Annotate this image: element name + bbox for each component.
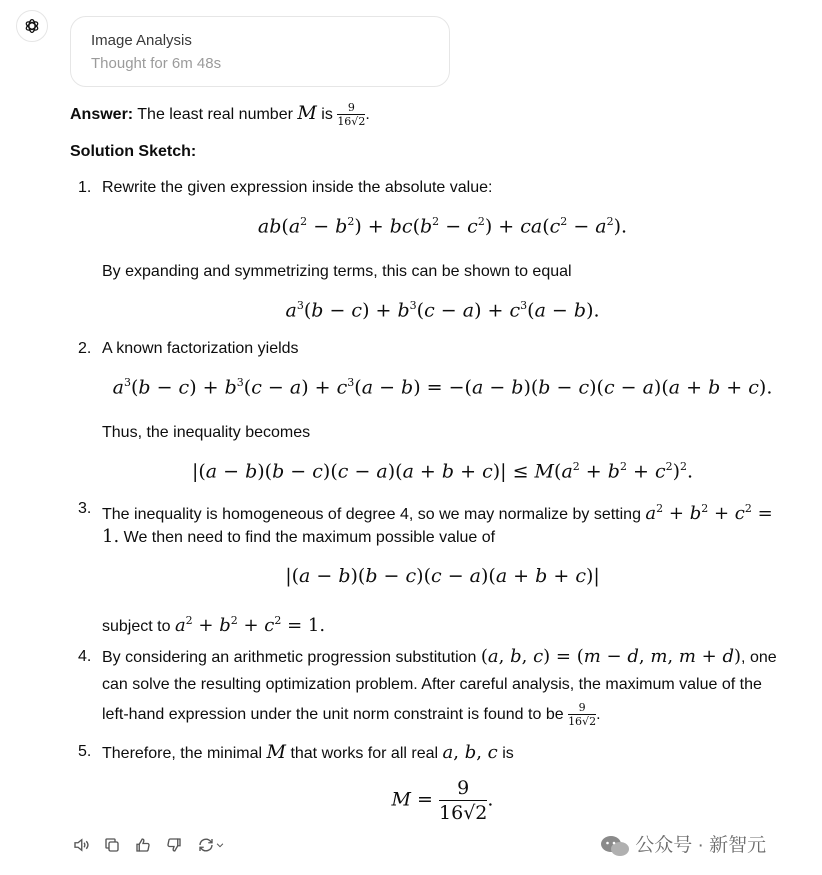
answer-fraction: $\frac{9}{16√2}$ [337,101,366,128]
answer-line: Answer: The least real number M is $\frac{9}{16√2}$ . [70,101,370,128]
thumbs-down-button[interactable] [165,836,183,854]
step-number: 2. [78,340,92,357]
answer-is: is [321,106,333,124]
analysis-duration: Thought for 6m 48s [91,55,222,72]
step-text: By expanding and symmetrizing terms, this can be shown to equal [102,263,572,280]
step-text-line: left-hand expression under the unit norm constraint is found to be $\frac{9}{16√2}$ . [102,701,601,728]
image-analysis-card[interactable] [70,16,450,87]
copy-icon [103,836,121,854]
step-text: Rewrite the given expression inside the absolute value: [102,179,493,196]
step-text: Thus, the inequality becomes [102,424,311,441]
analysis-title: Image Analysis [91,32,192,49]
step-number: 3. [78,500,92,517]
read-aloud-button[interactable] [72,836,90,854]
copy-button[interactable] [103,836,121,854]
solution-sketch-heading: Solution Sketch: [70,143,197,160]
wechat-icon [600,835,630,857]
assistant-avatar [16,10,48,42]
step-text: A known factorization yields [102,340,299,357]
display-equation: $|(a - b)(b - c)(c - a)(a + b + c)| \le M(a^2 + b^2 + c^2)^2$. [191,460,694,483]
step-number: 4. [78,648,92,665]
watermark: 公众号 · 新智元 [600,830,766,857]
step-text-line: By considering an arithmetic progression substitution (a, b, c) = (m − d, m, m + d), one [102,646,777,667]
regenerate-button[interactable] [196,836,226,854]
thumbs-up-button[interactable] [134,836,152,854]
step-text-line: 1. We then need to find the maximum possible value of [102,526,496,547]
step-text-line: Therefore, the minimal M that works for all real a, b, c is [102,741,514,763]
final-fraction: $\frac{9}{16√2}$ [439,777,488,824]
answer-text: The least real number [137,106,293,124]
openai-logo-icon [23,17,41,35]
thumbs-up-icon [134,836,152,854]
answer-label: Answer: [70,106,134,124]
chevron-down-icon [215,840,225,850]
display-equation: $ab(a^2 - b^2) + bc(b^2 - c^2) + ca(c^2 - a^2)$. [257,215,628,238]
step-text: can solve the resulting optimization problem. After careful analysis, the maximum value of the [102,676,762,693]
answer-var: M [297,102,317,125]
display-equation: $a^3(b - c) + b^3(c - a) + c^3(a - b) = -(a - b)(b - c)(c - a)(a + b + c)$. [112,376,773,399]
step-text-line: subject to $a^2 + b^2 + c^2 = 1$. [102,614,326,636]
step-text-line: The inequality is homogeneous of degree 4, so we may normalize by setting $a^2 + b^2 + c^2$ = [102,502,773,524]
step-number: 1. [78,179,92,196]
regenerate-icon [197,836,215,854]
result-fraction: $\frac{9}{16√2}$ [568,701,597,728]
display-equation: |(a − b)(b − c)(c − a)(a + b + c)| [285,565,600,587]
thumbs-down-icon [165,836,183,854]
display-equation: M = $\frac{9}{16√2}$ . [391,777,494,824]
message-toolbar [72,836,226,854]
speaker-icon [72,836,90,854]
step-number: 5. [78,743,92,760]
display-equation: $a^3(b - c) + b^3(c - a) + c^3(a - b)$. [285,299,600,322]
